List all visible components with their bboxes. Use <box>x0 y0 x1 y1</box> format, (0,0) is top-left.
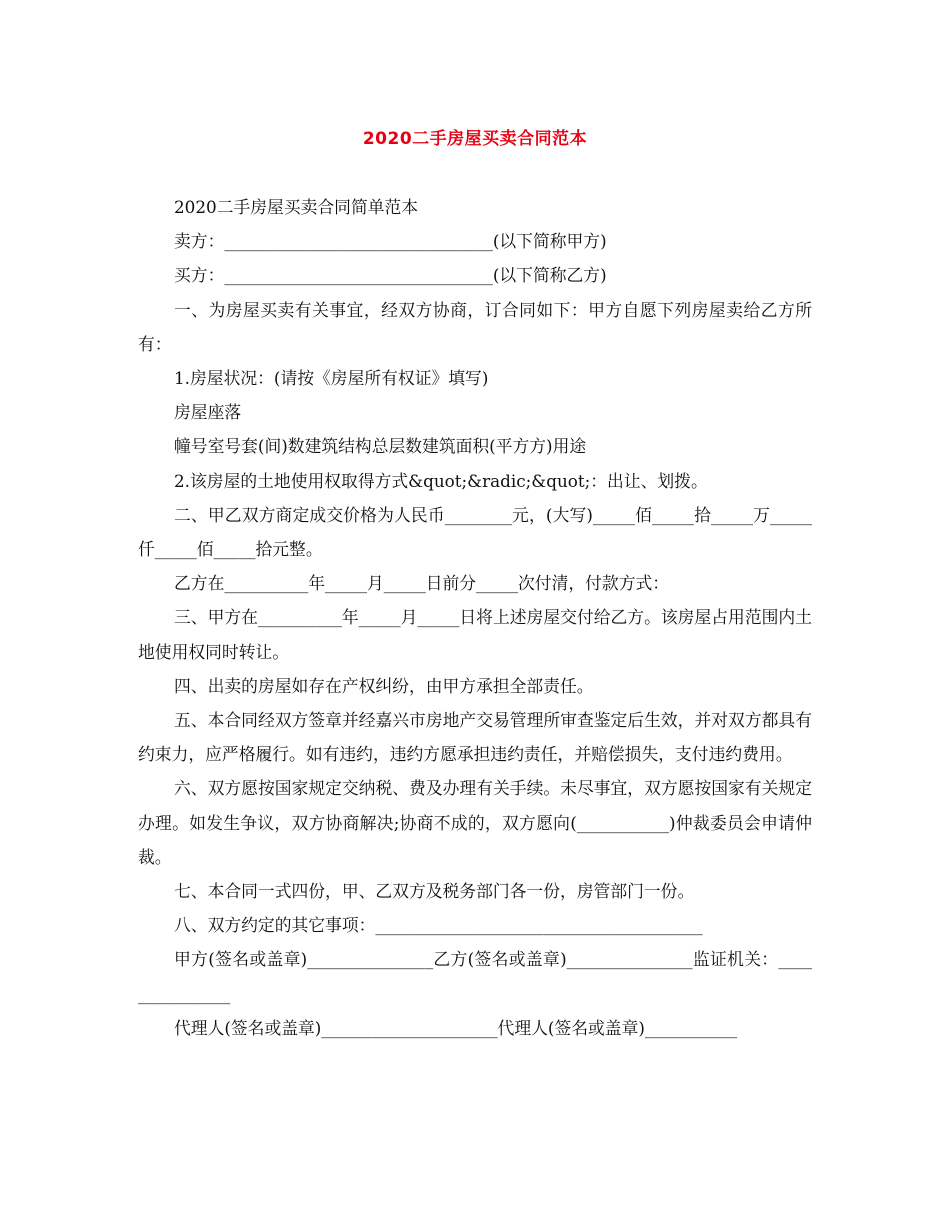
paragraph-signatures: 甲方(签名或盖章)_______________乙方(签名或盖章)_______________监证机关：_______________ <box>138 949 812 1004</box>
paragraph-clause-4: 四、出卖的房屋如存在产权纠纷，由甲方承担全部责任。 <box>174 675 594 696</box>
paragraph-house-fields: 幢号室号套(间)数建筑结构总层数建筑面积(平方方)用途 <box>174 436 587 457</box>
paragraph-clause-7: 七、本合同一式四份，甲、乙双方及税务部门各一份，房管部门一份。 <box>174 881 695 902</box>
paragraph-clause-6: 六、双方愿按国家规定交纳税、费及办理有关手续。未尽事宜，双方愿按国家有关规定办理。如发生争议，双方协商解决;协商不成的，双方愿向(___________)仲裁委员会申请仲裁。 <box>138 778 812 867</box>
paragraph-payment: 乙方在__________年_____月_____日前分_____次付清，付款方式： <box>174 573 670 594</box>
paragraph-buyer: 买方：________________________________(以下简称乙方) <box>174 265 607 286</box>
paragraph-subtitle: 2020二手房屋买卖合同简单范本 <box>174 197 419 217</box>
paragraph-clause-3: 三、甲方在__________年_____月_____日将上述房屋交付给乙方。该房屋占用范围内土地使用权同时转让。 <box>138 607 812 662</box>
paragraph-house-location: 房屋座落 <box>174 402 242 423</box>
paragraph-seller: 卖方：________________________________(以下简称甲方) <box>174 231 607 252</box>
paragraph-clause-2: 二、甲乙双方商定成交价格为人民币________元，(大写)_____佰_____拾_____万_____仟_____佰_____拾元整。 <box>138 504 812 560</box>
paragraph-agent-signatures: 代理人(签名或盖章)_____________________代理人(签名或盖章)___________ <box>174 1017 738 1038</box>
paragraph-land-rights: 2.该房屋的土地使用权取得方式&quot;&radic;&quot;：出让、划拨。 <box>174 470 708 491</box>
paragraph-clause-5: 五、本合同经双方签章并经嘉兴市房地产交易管理所审查鉴定后生效，并对双方都具有约束力，应严格履行。如有违约，违约方愿承担违约责任，并赔偿损失，支付违约费用。 <box>138 710 812 765</box>
paragraph-clause-1: 一、为房屋买卖有关事宜，经双方协商，订合同如下：甲方自愿下列房屋卖给乙方所有： <box>138 299 812 354</box>
contract-body <box>138 190 812 1045</box>
paragraph-clause-8: 八、双方约定的其它事项：_______________________________________ <box>174 915 703 936</box>
document-title: 2020二手房屋买卖合同范本 <box>362 129 588 149</box>
paragraph-house-status: 1.房屋状况：(请按《房屋所有权证》填写) <box>174 368 489 389</box>
